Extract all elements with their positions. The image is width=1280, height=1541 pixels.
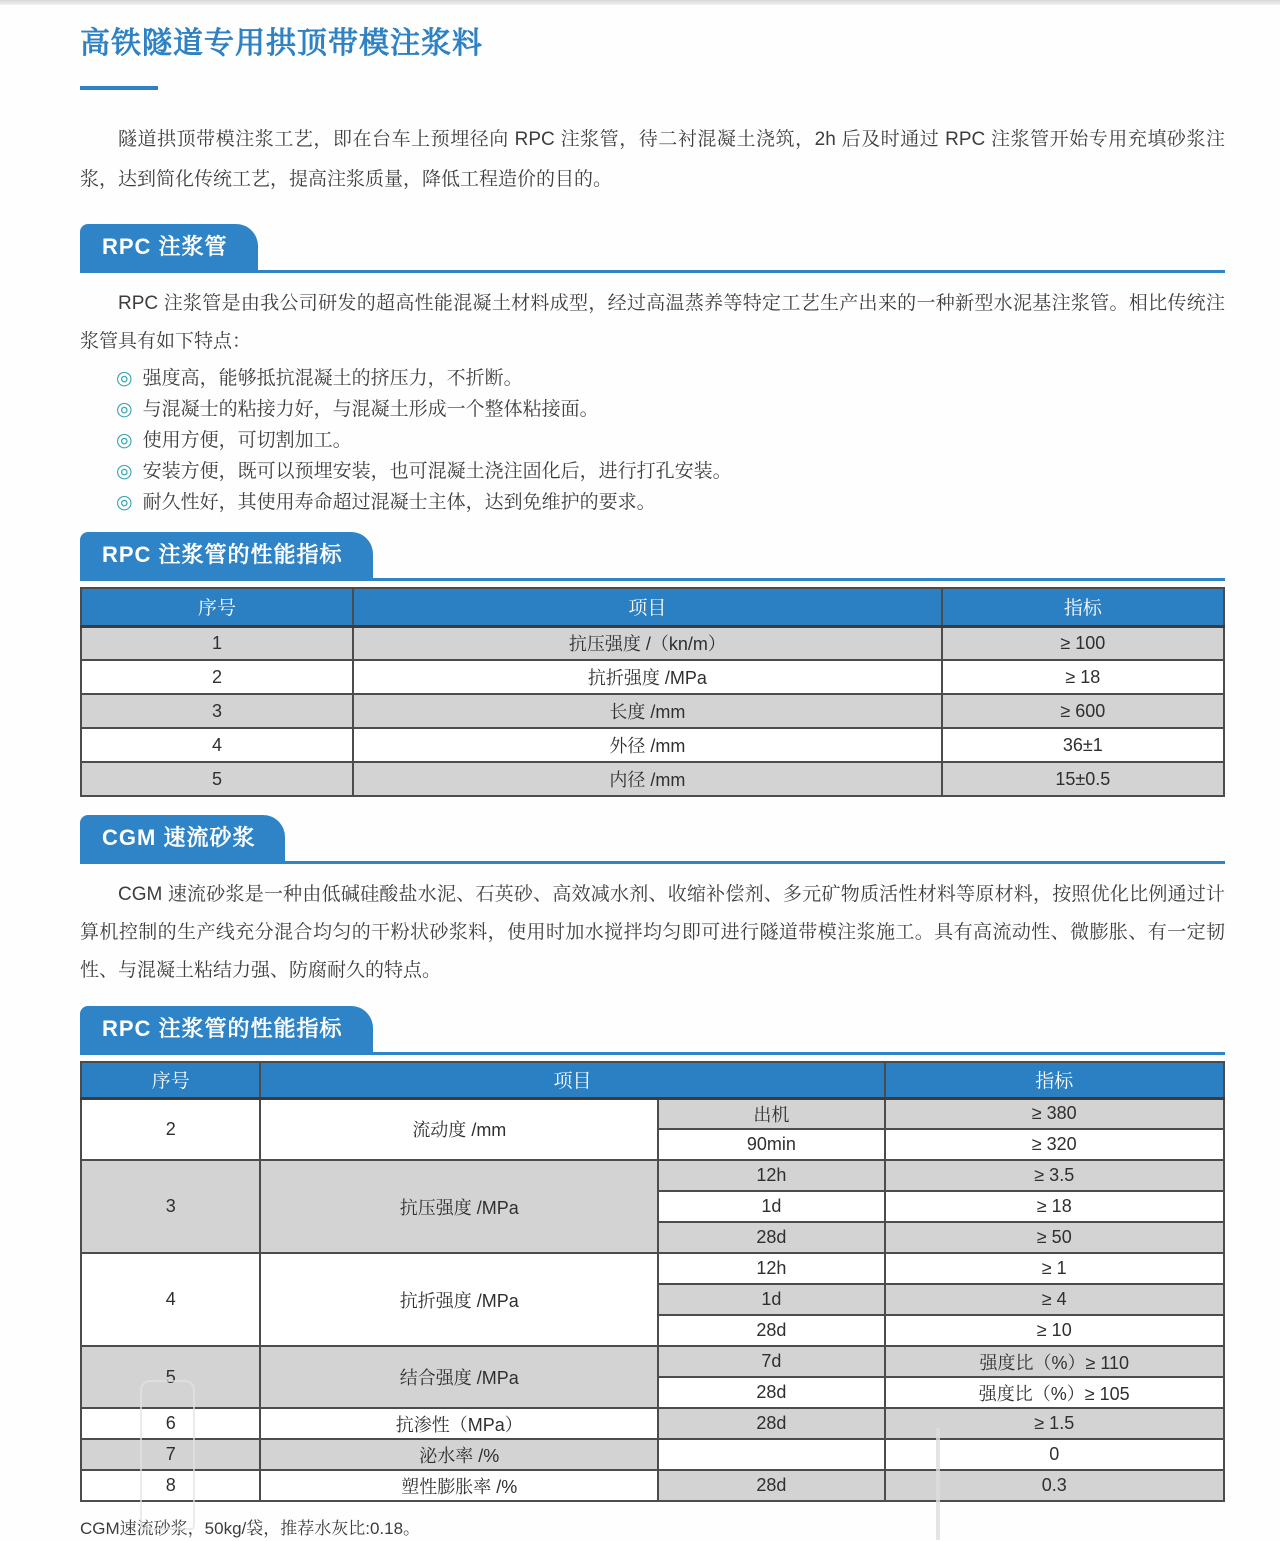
- table-row: [81, 1439, 1224, 1470]
- cell-condition: 1d: [658, 1284, 884, 1315]
- rpc-pipe-heading: RPC 注浆管: [80, 224, 258, 270]
- cell-serial: 5: [81, 762, 353, 796]
- header-cell-no: 序号: [81, 1062, 260, 1098]
- cell-item: 抗折强度 /MPa: [260, 1253, 658, 1346]
- cell-condition: 28d: [658, 1408, 884, 1439]
- cell-item: 长度 /mm: [353, 694, 942, 728]
- cgm-table-heading: RPC 注浆管的性能指标: [80, 1006, 373, 1052]
- cell-value: ≥ 18: [885, 1191, 1225, 1222]
- circle-bullet-icon: ◎: [116, 492, 133, 513]
- cell-condition: 1d: [658, 1191, 884, 1222]
- cell-condition: [658, 1439, 884, 1470]
- section-banner-cgm-table: [80, 1006, 1225, 1055]
- circle-bullet-icon: ◎: [116, 399, 133, 420]
- cell-item: 抗压强度 /（kn/m）: [353, 626, 942, 660]
- cell-item: 抗渗性（MPa）: [260, 1408, 658, 1439]
- bullet-item: [116, 363, 1225, 394]
- table-row: [81, 1408, 1224, 1439]
- cell-serial: 1: [81, 626, 353, 660]
- header-cell-item: 项目: [260, 1062, 884, 1098]
- bullet-text: 强度高，能够抵抗混凝土的挤压力，不折断。: [142, 368, 523, 389]
- cell-item: 抗折强度 /MPa: [353, 660, 942, 694]
- cell-condition: 28d: [658, 1222, 884, 1253]
- rpc-performance-table: [80, 587, 1225, 797]
- cell-item: 抗压强度 /MPa: [260, 1160, 658, 1253]
- cell-condition: 出机: [658, 1098, 884, 1129]
- cell-serial: 8: [81, 1470, 260, 1501]
- cell-serial: 3: [81, 1160, 260, 1253]
- bullet-text: 使用方便，可切割加工。: [142, 430, 352, 451]
- bullet-item: [116, 394, 1225, 425]
- table-row: [81, 1346, 1224, 1377]
- cell-value: ≥ 100: [942, 626, 1224, 660]
- intro-paragraph: 隧道拱顶带模注浆工艺，即在台车上预埋径向 RPC 注浆管，待二衬混凝土浇筑，2h 后及时通过 RPC 注浆管开始专用充填砂浆注浆，达到简化传统工艺，提高注浆质量，降低工程造价的目的。: [80, 129, 1225, 190]
- title-underline: [80, 86, 158, 90]
- table-row: [81, 1098, 1224, 1129]
- cell-value: 强度比（%）≥ 110: [885, 1346, 1225, 1377]
- cell-value: 0.3: [885, 1470, 1225, 1501]
- bullet-item: [116, 425, 1225, 456]
- feature-bullet-list: [116, 363, 1225, 518]
- table-header-row: [81, 1062, 1224, 1098]
- cell-condition: 12h: [658, 1160, 884, 1191]
- table-row: [81, 1470, 1224, 1501]
- scan-artifact: [140, 1380, 195, 1530]
- table-row: [81, 728, 1224, 762]
- bullet-item: [116, 456, 1225, 487]
- table-row: [81, 660, 1224, 694]
- cell-serial: 2: [81, 660, 353, 694]
- scan-edge-strip: [0, 0, 1280, 5]
- table-row: [81, 1253, 1224, 1284]
- table-row: [81, 694, 1224, 728]
- cell-item: 泌水率 /%: [260, 1439, 658, 1470]
- cgm-heading: CGM 速流砂浆: [80, 815, 285, 861]
- cell-condition: 12h: [658, 1253, 884, 1284]
- cell-serial: 4: [81, 728, 353, 762]
- cgm-description: CGM 速流砂浆是一种由低碱硅酸盐水泥、石英砂、高效减水剂、收缩补偿剂、多元矿物质活性材料等原材料，按照优化比例通过计算机控制的生产线充分混合均匀的干粉状砂浆料，使用时加水搅拌均匀即可进行隧道带模注浆施工。具有高流动性、微膨胀、有一定韧性、与混凝土粘结力强、防腐耐久的特点。: [80, 884, 1225, 981]
- cell-value: 36±1: [942, 728, 1224, 762]
- cell-condition: 28d: [658, 1377, 884, 1408]
- bullet-text: 耐久性好，其使用寿命超过混凝士主体，达到免维护的要求。: [142, 492, 656, 513]
- cell-condition: 28d: [658, 1470, 884, 1501]
- cell-value: ≥ 4: [885, 1284, 1225, 1315]
- scan-artifact: [936, 1428, 940, 1540]
- cell-serial: 2: [81, 1098, 260, 1160]
- cell-value: 0: [885, 1439, 1225, 1470]
- cell-serial: 7: [81, 1439, 260, 1470]
- cell-serial: 4: [81, 1253, 260, 1346]
- cell-value: 强度比（%）≥ 105: [885, 1377, 1225, 1408]
- cell-value: ≥ 10: [885, 1315, 1225, 1346]
- header-cell-value: 指标: [942, 588, 1224, 626]
- bullet-text: 与混凝士的粘接力好，与混凝土形成一个整体粘接面。: [142, 399, 599, 420]
- cell-item: 塑性膨胀率 /%: [260, 1470, 658, 1501]
- circle-bullet-icon: ◎: [116, 461, 133, 482]
- cell-serial: 5: [81, 1346, 260, 1408]
- cell-value: ≥ 50: [885, 1222, 1225, 1253]
- cell-value: 15±0.5: [942, 762, 1224, 796]
- cell-item: 结合强度 /MPa: [260, 1346, 658, 1408]
- table-header-row: [81, 588, 1224, 626]
- cell-value: ≥ 1: [885, 1253, 1225, 1284]
- section-banner-cgm: [80, 815, 1225, 864]
- cell-condition: 7d: [658, 1346, 884, 1377]
- cell-condition: 90min: [658, 1129, 884, 1160]
- cell-condition: 28d: [658, 1315, 884, 1346]
- header-cell-value: 指标: [885, 1062, 1225, 1098]
- bullet-item: [116, 487, 1225, 518]
- table-row: [81, 762, 1224, 796]
- rpc-description: RPC 注浆管是由我公司研发的超高性能混凝土材料成型，经过高温蒸养等特定工艺生产出来的一种新型水泥基注浆管。相比传统注浆管具有如下特点：: [80, 293, 1225, 352]
- cell-item: 内径 /mm: [353, 762, 942, 796]
- header-cell-item: 项目: [353, 588, 942, 626]
- rpc-table-heading: RPC 注浆管的性能指标: [80, 532, 373, 578]
- cell-value: ≥ 3.5: [885, 1160, 1225, 1191]
- cell-value: ≥ 600: [942, 694, 1224, 728]
- cell-value: ≥ 380: [885, 1098, 1225, 1129]
- bullet-text: 安装方便，既可以预埋安装，也可混凝土浇注固化后，进行打孔安装。: [142, 461, 732, 482]
- footnote: CGM速流砂浆，50kg/袋，推荐水灰比:0.18。: [80, 1519, 421, 1538]
- cell-item: 外径 /mm: [353, 728, 942, 762]
- cell-value: ≥ 320: [885, 1129, 1225, 1160]
- circle-bullet-icon: ◎: [116, 430, 133, 451]
- cell-serial: 6: [81, 1408, 260, 1439]
- section-banner-rpc-pipe: [80, 224, 1225, 273]
- section-banner-rpc-table: [80, 532, 1225, 581]
- circle-bullet-icon: ◎: [116, 368, 133, 389]
- cell-item: 流动度 /mm: [260, 1098, 658, 1160]
- cgm-performance-table: [80, 1061, 1225, 1502]
- cell-serial: 3: [81, 694, 353, 728]
- header-cell-no: 序号: [81, 588, 353, 626]
- table-row: [81, 626, 1224, 660]
- cell-value: ≥ 1.5: [885, 1408, 1225, 1439]
- cell-value: ≥ 18: [942, 660, 1224, 694]
- table-row: [81, 1160, 1224, 1191]
- page-title: 高铁隧道专用拱顶带模注浆料: [80, 27, 483, 60]
